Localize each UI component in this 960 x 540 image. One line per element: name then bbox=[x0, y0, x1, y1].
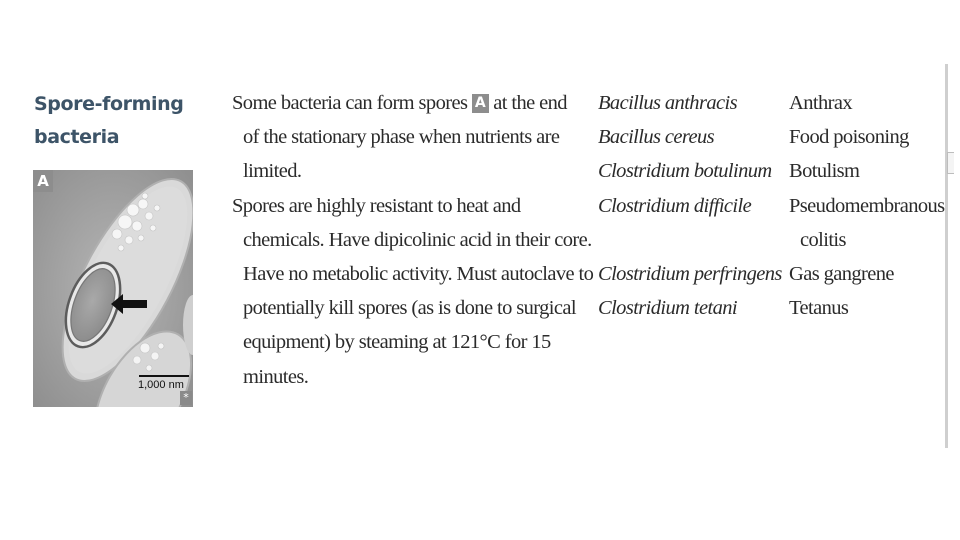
organism-name: Clostridium difficile bbox=[598, 194, 752, 217]
disease-name: Tetanus bbox=[789, 297, 849, 320]
description-line: potentially kill spores (as is done to surgical bbox=[243, 297, 576, 320]
micrograph-image bbox=[33, 170, 193, 407]
heading-line-2: bacteria bbox=[34, 126, 120, 148]
scale-bar-label: 1,000 nm bbox=[138, 379, 184, 391]
edge-tab bbox=[947, 152, 954, 174]
description-line bbox=[232, 86, 593, 120]
spore-micrograph bbox=[33, 170, 193, 407]
organism-column bbox=[598, 86, 782, 325]
left-arrow-icon bbox=[111, 294, 147, 314]
description-text: at the end bbox=[488, 92, 567, 114]
organism-name: Clostridium perfringens bbox=[598, 262, 782, 285]
disease-name: colitis bbox=[800, 228, 846, 251]
organism-name: Clostridium tetani bbox=[598, 297, 737, 320]
disease-name: Botulism bbox=[789, 160, 860, 183]
organism-name: Bacillus cereus bbox=[598, 126, 715, 149]
heading-line-1: Spore-forming bbox=[34, 93, 184, 115]
disease-name: Anthrax bbox=[789, 92, 852, 114]
disease-name: Gas gangrene bbox=[789, 262, 894, 285]
organism-name: Clostridium botulinum bbox=[598, 160, 772, 183]
corner-mark: * bbox=[180, 391, 192, 405]
figure-ref-badge: A bbox=[472, 94, 489, 113]
disease-column bbox=[789, 86, 945, 325]
description-line: minutes. bbox=[243, 365, 309, 388]
description-line: equipment) by steaming at 121°C for 15 bbox=[243, 331, 551, 354]
description-line: of the stationary phase when nutrients are bbox=[243, 126, 560, 149]
disease-name: Food poisoning bbox=[789, 126, 909, 149]
edge-divider bbox=[945, 64, 948, 448]
description-line: Spores are highly resistant to heat and bbox=[232, 194, 521, 217]
figure-label: A bbox=[33, 170, 53, 192]
description-line: Have no metabolic activity. Must autoclave to bbox=[243, 263, 594, 286]
disease-name-continued bbox=[789, 223, 945, 257]
organism-name: Bacillus anthracis bbox=[598, 92, 737, 114]
disease-name: Pseudomembranous bbox=[789, 194, 945, 217]
description-text: Some bacteria can form spores bbox=[232, 92, 472, 114]
description-line: limited. bbox=[243, 160, 302, 183]
description-line: chemicals. Have dipicolinic acid in their core. bbox=[243, 228, 592, 251]
section-heading bbox=[34, 88, 214, 154]
description bbox=[232, 86, 593, 394]
